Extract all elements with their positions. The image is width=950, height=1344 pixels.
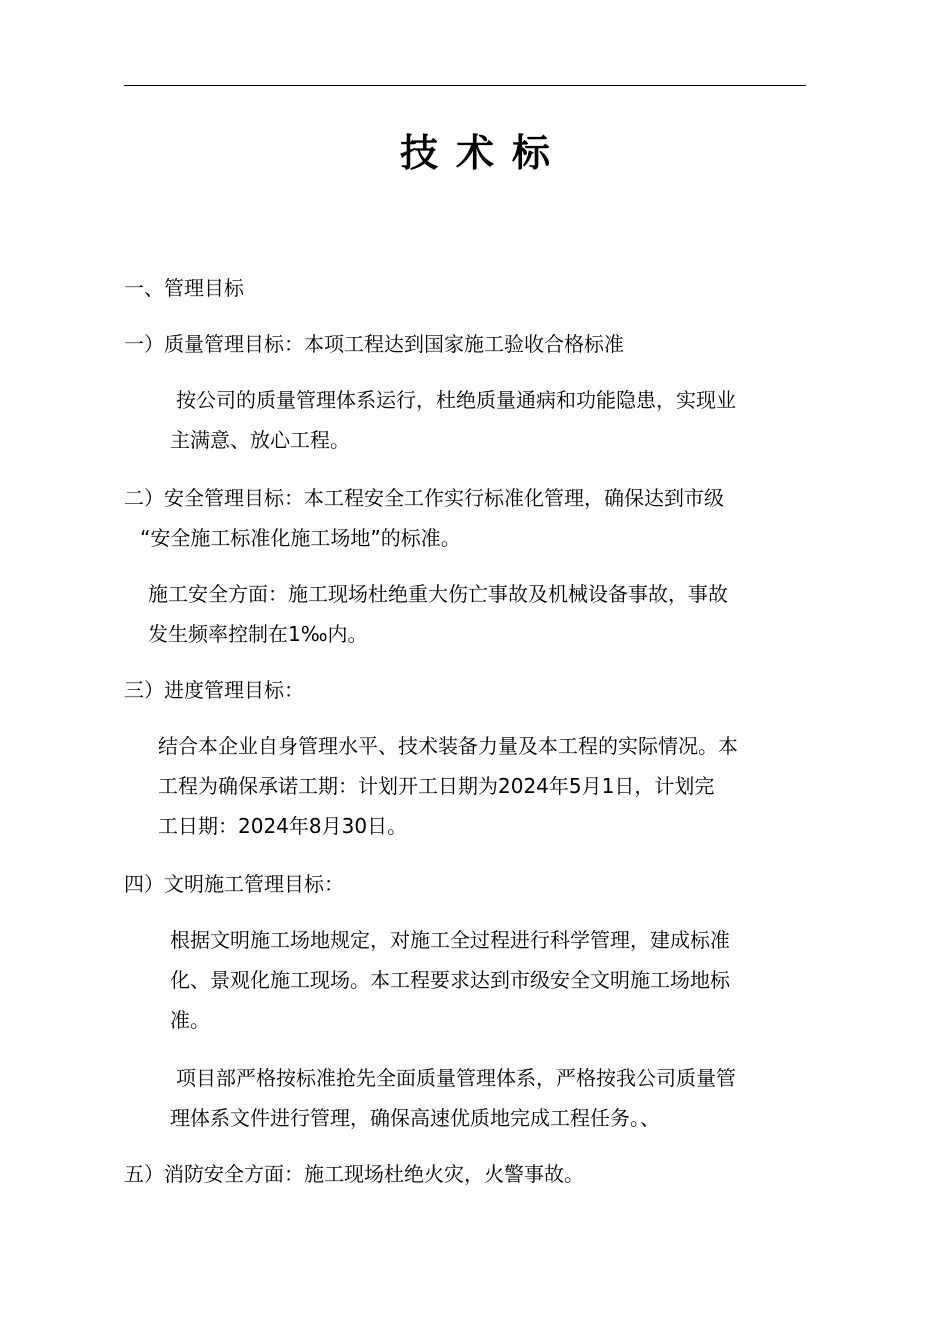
- subsection-heading: 四）文明施工管理目标：: [124, 872, 344, 896]
- subsection-heading: 一）质量管理目标：本项工程达到国家施工验收合格标准: [124, 332, 624, 356]
- paragraph-line: 项目部严格按标准抢先全面质量管理体系，严格按我公司质量管: [176, 1066, 736, 1090]
- paragraph-line: 准。: [170, 1008, 210, 1032]
- paragraph-line: 施工安全方面：施工现场杜绝重大伤亡事故及机械设备事故，事故: [148, 582, 728, 606]
- paragraph-line: 根据文明施工场地规定，对施工全过程进行科学管理，建成标准: [170, 928, 730, 952]
- paragraph-line: 主满意、放心工程。: [170, 428, 350, 452]
- subsection-heading: 二）安全管理目标：本工程安全工作实行标准化管理，确保达到市级: [124, 486, 724, 510]
- header-rule: [124, 85, 806, 86]
- section-heading: 一、管理目标: [124, 276, 244, 300]
- subsection-heading: 三）进度管理目标：: [124, 678, 304, 702]
- subsection-heading: 五）消防安全方面：施工现场杜绝火灾，火警事故。: [124, 1162, 584, 1186]
- paragraph-line: 化、景观化施工现场。本工程要求达到市级安全文明施工场地标: [170, 968, 730, 992]
- paragraph-line: 按公司的质量管理体系运行，杜绝质量通病和功能隐患，实现业: [176, 388, 736, 412]
- paragraph-line: 工日期：2024年8月30日。: [158, 814, 408, 838]
- paragraph-line: 理体系文件进行管理，确保高速优质地完成工程任务。、: [170, 1106, 660, 1130]
- paragraph-line: 工程为确保承诺工期：计划开工日期为2024年5月1日，计划完: [158, 774, 715, 798]
- paragraph-line: 发生频率控制在1‰内。: [148, 622, 368, 646]
- document-title: 技术标: [399, 130, 568, 175]
- paragraph-line: “安全施工标准化施工场地”的标准。: [140, 526, 461, 550]
- paragraph-line: 结合本企业自身管理水平、技术装备力量及本工程的实际情况。本: [158, 734, 738, 758]
